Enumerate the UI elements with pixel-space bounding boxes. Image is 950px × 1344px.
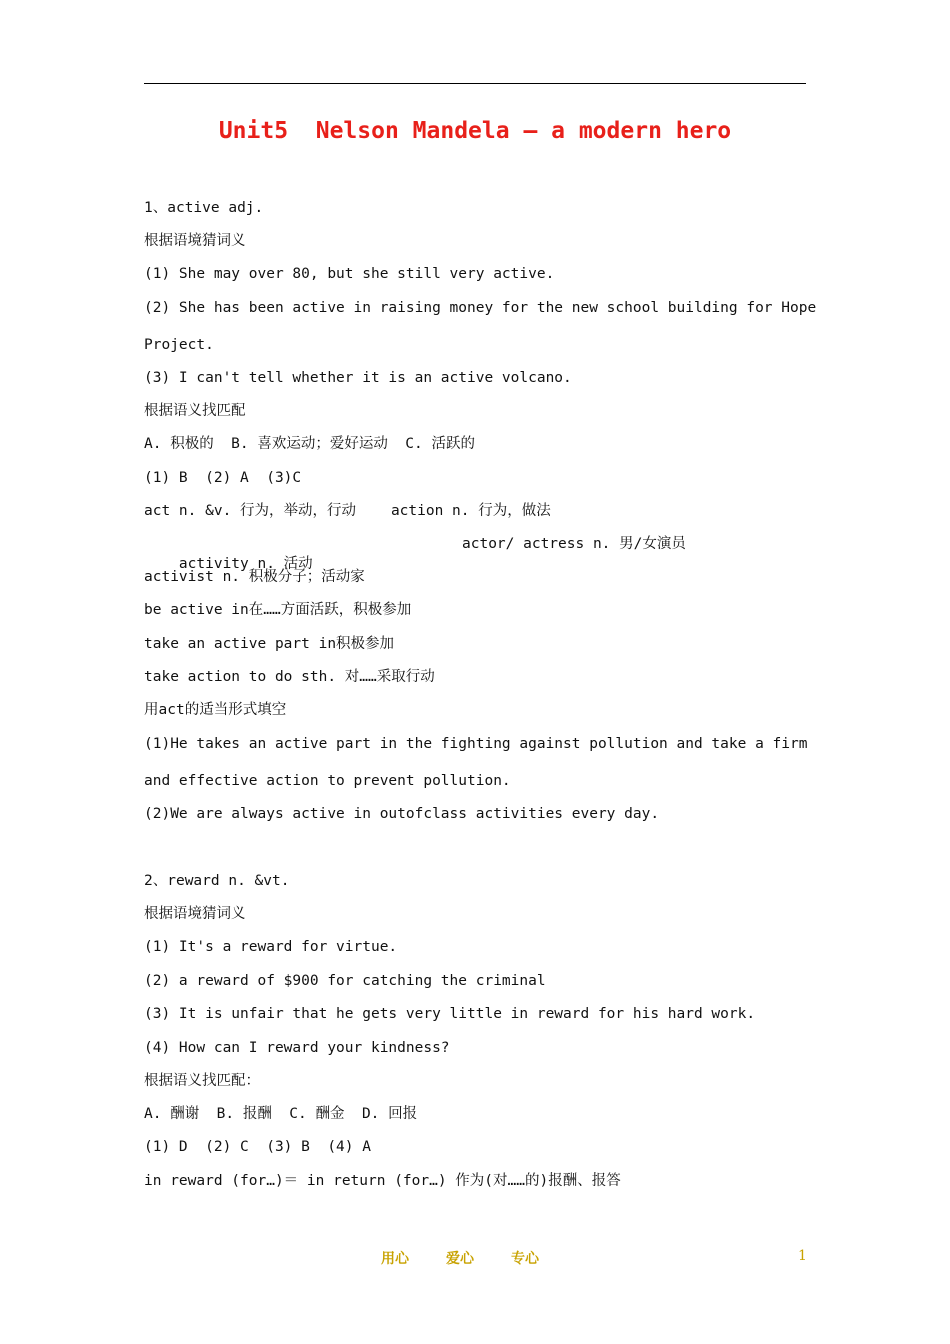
example-line: (3) It is unfair that he gets very little in reward for his hard work.	[144, 1006, 756, 1022]
phrase-line: in reward (for…)＝ in return (for…) 作为(对……的)报酬、报答	[144, 1173, 621, 1189]
instruction-fill: 用act的适当形式填空	[144, 702, 287, 718]
section-heading-reward: 2、reward n. &vt.	[144, 873, 290, 889]
phrase-line: be active in在……方面活跃，积极参加	[144, 602, 412, 618]
footer-motto-1: 用心	[381, 1251, 409, 1267]
instruction-match: 根据语义找匹配：	[144, 1073, 260, 1089]
word-actor: actor/ actress n. 男/女演员	[462, 536, 686, 552]
word-family-line: activist n. 积极分子；活动家	[144, 569, 365, 585]
example-line: Project.	[144, 337, 214, 353]
example-line: (1) She may over 80, but she still very active.	[144, 266, 555, 282]
exercise-line: (1)He takes an active part in the fighting against pollution and take a firm	[144, 736, 808, 752]
phrase-line: take an active part in积极参加	[144, 636, 395, 652]
phrase-line: take action to do sth. 对……采取行动	[144, 669, 435, 685]
instruction-match: 根据语义找匹配	[144, 403, 246, 419]
exercise-line: and effective action to prevent pollution.	[144, 773, 511, 789]
section-heading-active: 1、active adj.	[144, 200, 264, 216]
footer-motto-3: 专心	[511, 1251, 539, 1267]
footer-motto-2: 爱心	[446, 1251, 474, 1267]
instruction-guess: 根据语境猜词义	[144, 906, 246, 922]
exercise-line: (2)We are always active in outofclass activities every day.	[144, 806, 660, 822]
page-title: Unit5 Nelson Mandela — a modern hero	[218, 118, 732, 144]
example-line: (4) How can I reward your kindness?	[144, 1040, 450, 1056]
word-family-line: act n. &v. 行为，举动，行动 action n. 行为，做法	[144, 503, 551, 519]
example-line: (2) She has been active in raising money for the new school building for Hope	[144, 300, 817, 316]
answers-line: (1) D (2) C (3) B (4) A	[144, 1139, 371, 1155]
example-line: (1) It's a reward for virtue.	[144, 939, 398, 955]
example-line: (3) I can't tell whether it is an active volcano.	[144, 370, 572, 386]
options-line: A. 酬谢 B. 报酬 C. 酬金 D. 回报	[144, 1106, 418, 1122]
instruction-guess: 根据语境猜词义	[144, 233, 246, 249]
example-line: (2) a reward of $900 for catching the criminal	[144, 973, 546, 989]
header-rule	[144, 83, 806, 84]
word-activity: activity n. 活动	[178, 556, 313, 572]
options-line: A. 积极的 B. 喜欢运动；爱好运动 C. 活跃的	[144, 436, 475, 452]
answers-line: (1) B (2) A (3)C	[144, 470, 302, 486]
page-number: 1	[798, 1248, 807, 1264]
